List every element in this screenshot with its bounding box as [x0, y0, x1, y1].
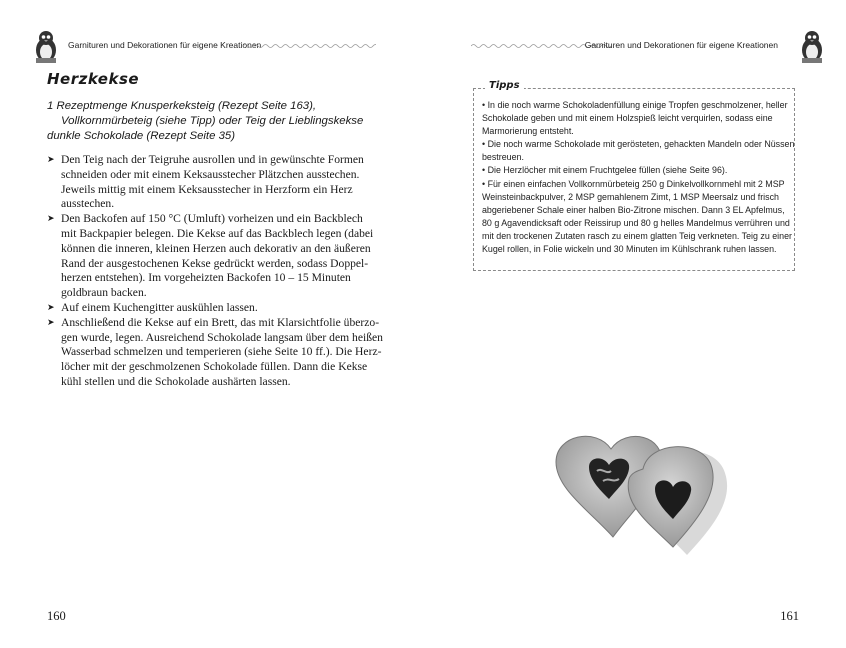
instruction-step — [47, 212, 377, 301]
tip-line: 80 g Agavendicksaft oder Reissirup und 80 g helles Mandelmus verrühren und — [482, 217, 790, 228]
tip-line: Schokolade geben und mit einem Holzspieß leicht verquirlen, sodass eine — [482, 113, 773, 124]
step-line: ➤ Anschließend die Kekse auf ein Brett, das mit Klarsichtfolie überzo- — [61, 315, 380, 329]
ingredient-list — [47, 99, 377, 144]
instruction-steps — [47, 153, 383, 390]
page-number: 161 — [780, 609, 799, 623]
step-line: ➤ Den Teig nach der Teigruhe ausrollen und in gewünschte Formen — [61, 153, 364, 166]
step-line: ausstechen. — [61, 197, 115, 211]
tip-line: bestreuen. — [482, 152, 524, 163]
page-number: 160 — [47, 609, 66, 623]
tips-label: Tipps — [485, 80, 524, 91]
instruction-step — [47, 301, 377, 316]
ingredient-line: Vollkornmürbeteig (siehe Tipp) oder Teig der Lieblingskekse — [61, 115, 364, 127]
running-header: Garnituren und Dekorationen für eigene Kreationen — [68, 40, 262, 50]
step-line: löcher mit der geschmolzenen Schokolade füllen. Dann die Kekse — [61, 360, 368, 374]
tip-line: • Die noch warme Schokolade mit gerösteten, gehackten Mandeln oder Nüssen — [482, 139, 795, 150]
tip-line: Marmorierung entsteht. — [482, 126, 574, 137]
running-header: Garnituren und Dekorationen für eigene Kreationen — [584, 40, 778, 50]
heart-cookies-photo — [551, 427, 741, 557]
step-line: Rand der ausgestochenen Kekse gedrückt werden, sodass Doppel- — [61, 256, 369, 270]
header-wave-divider — [243, 43, 376, 49]
tips-list — [482, 99, 795, 256]
tip-line: mit den trockenen Zutaten rasch zu einem glatten Teig verkneten. Teig zu einer — [482, 230, 792, 241]
recipe-title: Herzkekse — [47, 70, 140, 88]
tip-line: • Die Herzlöcher mit einem Fruchtgelee füllen (siehe Seite 96). — [482, 165, 728, 176]
instruction-step — [47, 153, 377, 212]
tip-line: • In die noch warme Schokoladenfüllung einige Tropfen geschmolzener, heller — [482, 100, 788, 110]
step-line: Jeweils mittig mit einem Keksausstecher in Herzform ein Herz — [61, 182, 353, 196]
step-line: schneiden oder mit einem Keksausstecher Plätzchen ausstechen. — [61, 167, 360, 181]
right-page — [423, 0, 846, 648]
step-line: gen wurde, legen. Ausreichend Schokolade langsam über dem heißen — [61, 330, 383, 344]
tip-line: Kugel rollen, in Folie wickeln und 30 Minuten im Kühlschrank ruhen lassen. — [482, 244, 777, 255]
tip-line: abgeriebener Schale einer halben Bio-Zitrone mischen. Dann 3 EL Apfelmus, — [482, 204, 785, 215]
step-line: können die inneren, kleinen Herzen auch dekorativ an den äußeren — [61, 241, 371, 255]
step-line: mit Backpapier belegen. Die Kekse auf das Backblech legen (dabei — [61, 226, 374, 240]
step-line: kühl stellen und die Schokolade aushärten lassen. — [61, 374, 291, 388]
step-line: ➤ Den Backofen auf 150 °C (Umluft) vorheizen und ein Backblech — [61, 212, 363, 226]
step-line: goldbraun backen. — [61, 286, 147, 300]
tip-line: Weinsteinbackpulver, 2 MSP gemahlenem Zimt, 1 MSP Meersalz und frisch — [482, 191, 779, 202]
instruction-step — [47, 315, 383, 390]
step-line: herzen entstehen). Im vorgeheizten Backofen 10 – 15 Minuten — [61, 271, 351, 285]
step-line: ➤ Auf einem Kuchengitter auskühlen lassen. — [61, 300, 258, 314]
penguin-mascot-icon — [32, 28, 60, 64]
ingredient-line: 1 Rezeptmenge Knusperkeksteig (Rezept Seite 163), — [47, 100, 317, 112]
step-line: Wasserbad schmelzen und temperieren (siehe Seite 10 ff.). Die Herz- — [61, 345, 382, 359]
tip-line: • Für einen einfachen Vollkornmürbeteig 250 g Dinkelvollkornmehl mit 2 MSP — [482, 178, 785, 189]
ingredient-line: dunkle Schokolade (Rezept Seite 35) — [47, 130, 236, 142]
penguin-mascot-icon — [798, 28, 826, 64]
